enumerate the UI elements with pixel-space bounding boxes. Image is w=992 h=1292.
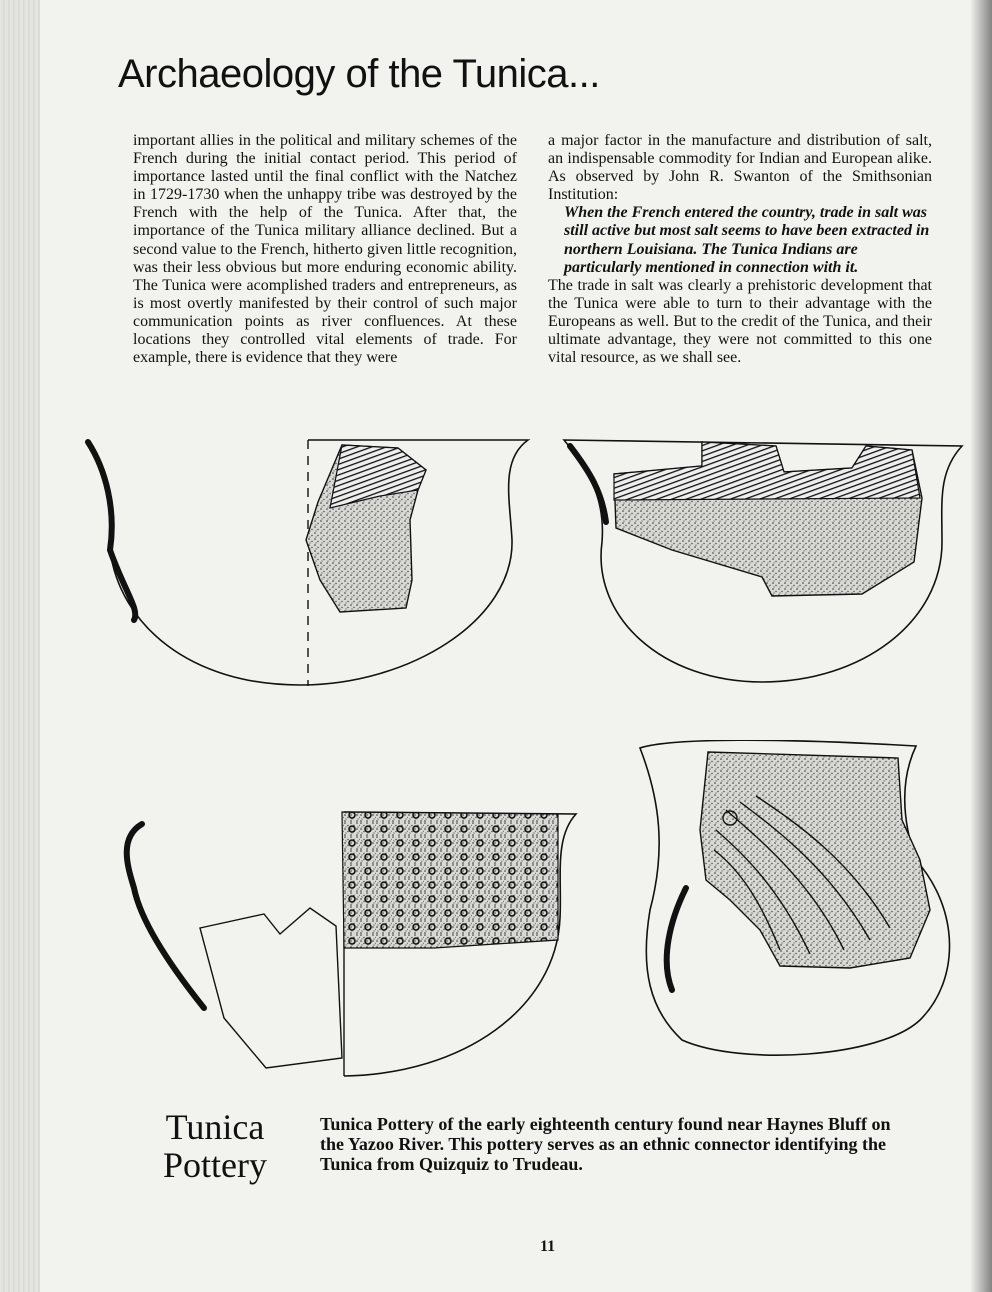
- caption-heading-line-2: Pottery: [163, 1145, 267, 1185]
- caption-heading: [150, 1108, 280, 1184]
- text-column-right: [548, 132, 932, 367]
- text-column-left: [133, 132, 517, 367]
- right-paragraph-intro: a major factor in the manufacture and distribution of salt, an indispensable commodity for Indian and European alike. As observed by John R. Swanton of the Smithsonian Institution:: [548, 132, 932, 204]
- binding-shadow: [970, 0, 992, 1292]
- caption-text: Tunica Pottery of the early eighteenth century found near Haynes Bluff on the Yazoo River. This pottery serves as an ethnic connector identifying the Tunica from Quizquiz to Trudeau.: [320, 1114, 891, 1174]
- page-edge-shading: [0, 0, 40, 1292]
- caption-heading-line-1: Tunica: [165, 1107, 265, 1147]
- page-number: 11: [540, 1238, 556, 1255]
- pottery-drawing-4: [630, 740, 970, 1070]
- page-title: Archaeology of the Tunica...: [118, 52, 600, 96]
- pottery-drawing-2: [562, 432, 972, 692]
- pottery-drawing-1: [80, 430, 540, 690]
- right-paragraph-outro: The trade in salt was clearly a prehistoric development that the Tunica were able to turn to their advantage with the Europeans as well. But to the credit of the Tunica, and their ultimate advantage, they were not committed to this one vital resource, as we shall see.: [548, 276, 932, 367]
- left-paragraph: important allies in the political and military schemes of the French during the initial contact period. This period of importance lasted until the final conflict with the Natchez in 1729-1730 when the unhappy tribe was destroyed by the French with the help of the Tunica. After that, the importance of the Tunica military alliance declined. But a second value to the French, hitherto given little recognition, was their less obvious but more enduring economic ability. The Tunica were acomplished traders and entrepreneurs, as is most overtly manifested by their control of such major communication points as river confluences. At these locations they controlled vital elements of trade. For example, there is evidence that they were: [133, 132, 517, 367]
- swanton-quote: When the French entered the country, trade in salt was still active but most salt seems to have been extracted in northern Louisiana. The Tunica Indians are particularly mentioned in connection with it.: [564, 204, 930, 276]
- pottery-drawing-3: [104, 808, 584, 1088]
